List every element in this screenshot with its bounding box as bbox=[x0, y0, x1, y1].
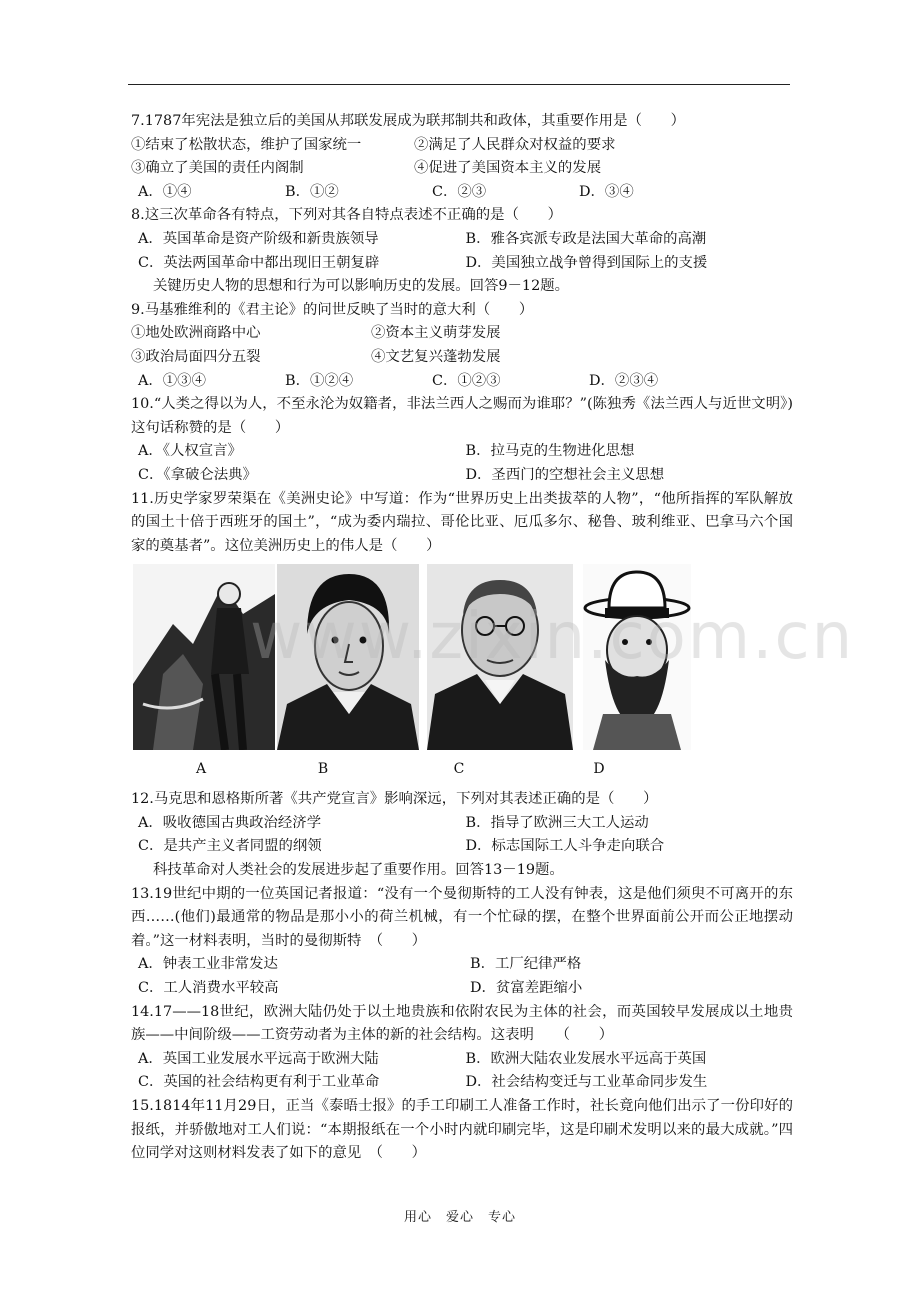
portrait-b-label: B bbox=[317, 761, 329, 778]
q7-option-d: D．③④ bbox=[579, 183, 634, 200]
watermark: www.zixin.com.cn bbox=[250, 600, 855, 674]
q7-statements-row2 bbox=[131, 157, 793, 181]
q13-option-b: B．工厂纪律严格 bbox=[470, 956, 582, 973]
q14-option-b: B．欧洲大陆农业发展水平远高于英国 bbox=[465, 1050, 707, 1067]
q9-options bbox=[131, 370, 793, 394]
q8-option-b: B．雅各宾派专政是法国大革命的高潮 bbox=[465, 230, 707, 247]
q11-stem: 11.历史学家罗荣渠在《美洲史论》中写道：作为“世界历史上出类拔萃的人物”，“他所指挥的军队解放的国土十倍于西班牙的国土”，“成为委内瑞拉、哥伦比亚、厄瓜多尔、秘鲁、玻利维亚、巴拿马六个国家的奠基者”。这位美洲历史上的伟人是（ ） bbox=[131, 490, 793, 554]
q14-option-d: D．社会结构变迁与工业革命同步发生 bbox=[465, 1074, 708, 1091]
q9-statement-2: ②资本主义萌芽发展 bbox=[371, 325, 501, 342]
q10-option-d: D．圣西门的空想社会主义思想 bbox=[465, 466, 665, 483]
q9-statement-4: ④文艺复兴蓬勃发展 bbox=[371, 348, 501, 365]
q13-option-d: D．贫富差距缩小 bbox=[470, 980, 583, 997]
q12-option-a: A．吸收德国古典政治经济学 bbox=[138, 814, 322, 831]
q12-options-row2 bbox=[131, 835, 793, 859]
q14-option-c: C．英国的社会结构更有利于工业革命 bbox=[138, 1074, 380, 1091]
q9-option-b: B．①②④ bbox=[285, 372, 354, 389]
q8-option-a: A．英国革命是资产阶级和新贵族领导 bbox=[138, 230, 379, 247]
q7-statement-1: ①结束了松散状态，维护了国家统一 bbox=[131, 136, 362, 153]
q12-option-d: D．标志国际工人斗争走向联合 bbox=[465, 838, 665, 855]
q14-option-a: A．英国工业发展水平远高于欧洲大陆 bbox=[138, 1050, 379, 1067]
q7-option-b: B．①② bbox=[285, 183, 339, 200]
q8-stem: 8.这三次革命各有特点，下列对其各自特点表述不正确的是（ ） bbox=[131, 207, 563, 224]
q7-statements-row1 bbox=[131, 134, 793, 158]
portrait-d-label: D bbox=[593, 761, 605, 778]
q7-stem: 7.1787年宪法是独立后的美国从邦联发展成为联邦制共和政体，其重要作用是（ ） bbox=[131, 113, 686, 129]
q9-option-c: C．①②③ bbox=[432, 372, 501, 389]
q15-stem: 15.1814年11月29日，正当《泰晤士报》的手工印刷工人准备工作时，社长竟向他们出示了一份印好的报纸，并骄傲地对工人们说：“本期报纸在一个小时内就印刷完毕，这是印刷术发明以来的最大成就。”四位同学对这则材料发表了如下的意见 （ ） bbox=[131, 1098, 793, 1162]
section-intro-13-19: 科技革命对人类社会的发展进步起了重要作用。回答13－19题。 bbox=[153, 862, 564, 879]
q9-stem: 9.马基雅维利的《君主论》的问世反映了当时的意大利（ ） bbox=[131, 301, 534, 318]
q7-statement-3: ③确立了美国的责任内阁制 bbox=[131, 160, 304, 177]
q8-option-d: D．美国独立战争曾得到国际上的支援 bbox=[465, 254, 708, 271]
q12-stem: 12.马克思和恩格斯所著《共产党宣言》影响深远，下列对其表述正确的是（ ） bbox=[131, 791, 658, 808]
q10-option-b: B．拉马克的生物进化思想 bbox=[465, 443, 635, 460]
q13-options-row1 bbox=[131, 953, 793, 977]
q14-options-row2 bbox=[131, 1071, 793, 1095]
q7-option-c: C．②③ bbox=[432, 183, 487, 200]
q14-options-row1 bbox=[131, 1048, 793, 1072]
page-footer: 用心 爱心 专心 bbox=[403, 1210, 516, 1225]
q7-option-a: A．①④ bbox=[138, 183, 192, 200]
q12-option-c: C．是共产主义者同盟的纲领 bbox=[138, 838, 322, 855]
section-intro-9-12: 关键历史人物的思想和行为可以影响历史的发展。回答9－12题。 bbox=[153, 278, 570, 295]
q10-option-c: C．《拿破仑法典》 bbox=[138, 466, 257, 483]
q9-statement-3: ③政治局面四分五裂 bbox=[131, 348, 261, 365]
q13-option-a: A．钟表工业非常发达 bbox=[138, 956, 278, 973]
q12-option-b: B．指导了欧洲三大工人运动 bbox=[465, 814, 649, 831]
q8-options-row1 bbox=[131, 228, 793, 252]
q9-statements-row2 bbox=[131, 346, 793, 370]
q9-statement-1: ①地处欧洲商路中心 bbox=[131, 325, 261, 342]
q13-options-row2 bbox=[131, 977, 793, 1001]
q8-options-row2 bbox=[131, 252, 793, 276]
q10-options-row2 bbox=[131, 464, 793, 488]
header-rule bbox=[128, 84, 790, 85]
q9-statements-row1 bbox=[131, 322, 793, 346]
q9-option-a: A．①③④ bbox=[138, 372, 206, 389]
q14-stem: 14.17——18世纪，欧洲大陆仍处于以土地贵族和依附农民为主体的社会，而英国较早发展成以土地贵族——中间阶级——工资劳动者为主体的新的社会结构。这表明 （ ） bbox=[131, 1003, 793, 1044]
q10-option-a: A．《人权宣言》 bbox=[138, 443, 242, 460]
q9-option-d: D．②③④ bbox=[589, 372, 659, 389]
portrait-a-label: A bbox=[195, 761, 207, 778]
q12-options-row1 bbox=[131, 812, 793, 836]
portrait-c-label: C bbox=[453, 761, 465, 778]
q11-portraits bbox=[131, 564, 793, 788]
q8-option-c: C．英法两国革命中都出现旧王朝复辟 bbox=[138, 254, 380, 271]
q13-stem: 13.19世纪中期的一位英国记者报道：“没有一个曼彻斯特的工人没有钟表，这是他们须臾不可离开的东西……(他们)最通常的物品是那小小的荷兰机械，有一个忙碌的摆，在整个世界面前公开而公正地摆动着。”这一材料表明，当时的曼彻斯特 （ ） bbox=[131, 885, 793, 949]
q7-options bbox=[131, 181, 793, 205]
q10-options-row1 bbox=[131, 440, 793, 464]
q10-stem: 10.“人类之得以为人，不至永沦为奴籍者，非法兰西人之赐而为谁耶？”(陈独秀《法兰西人与近世文明》)这句话称赞的是（ ） bbox=[131, 396, 793, 436]
q7-statement-4: ④促进了美国资本主义的发展 bbox=[414, 160, 602, 177]
q7-statement-2: ②满足了人民群众对权益的要求 bbox=[414, 136, 616, 153]
q13-option-c: C．工人消费水平较高 bbox=[138, 980, 279, 997]
